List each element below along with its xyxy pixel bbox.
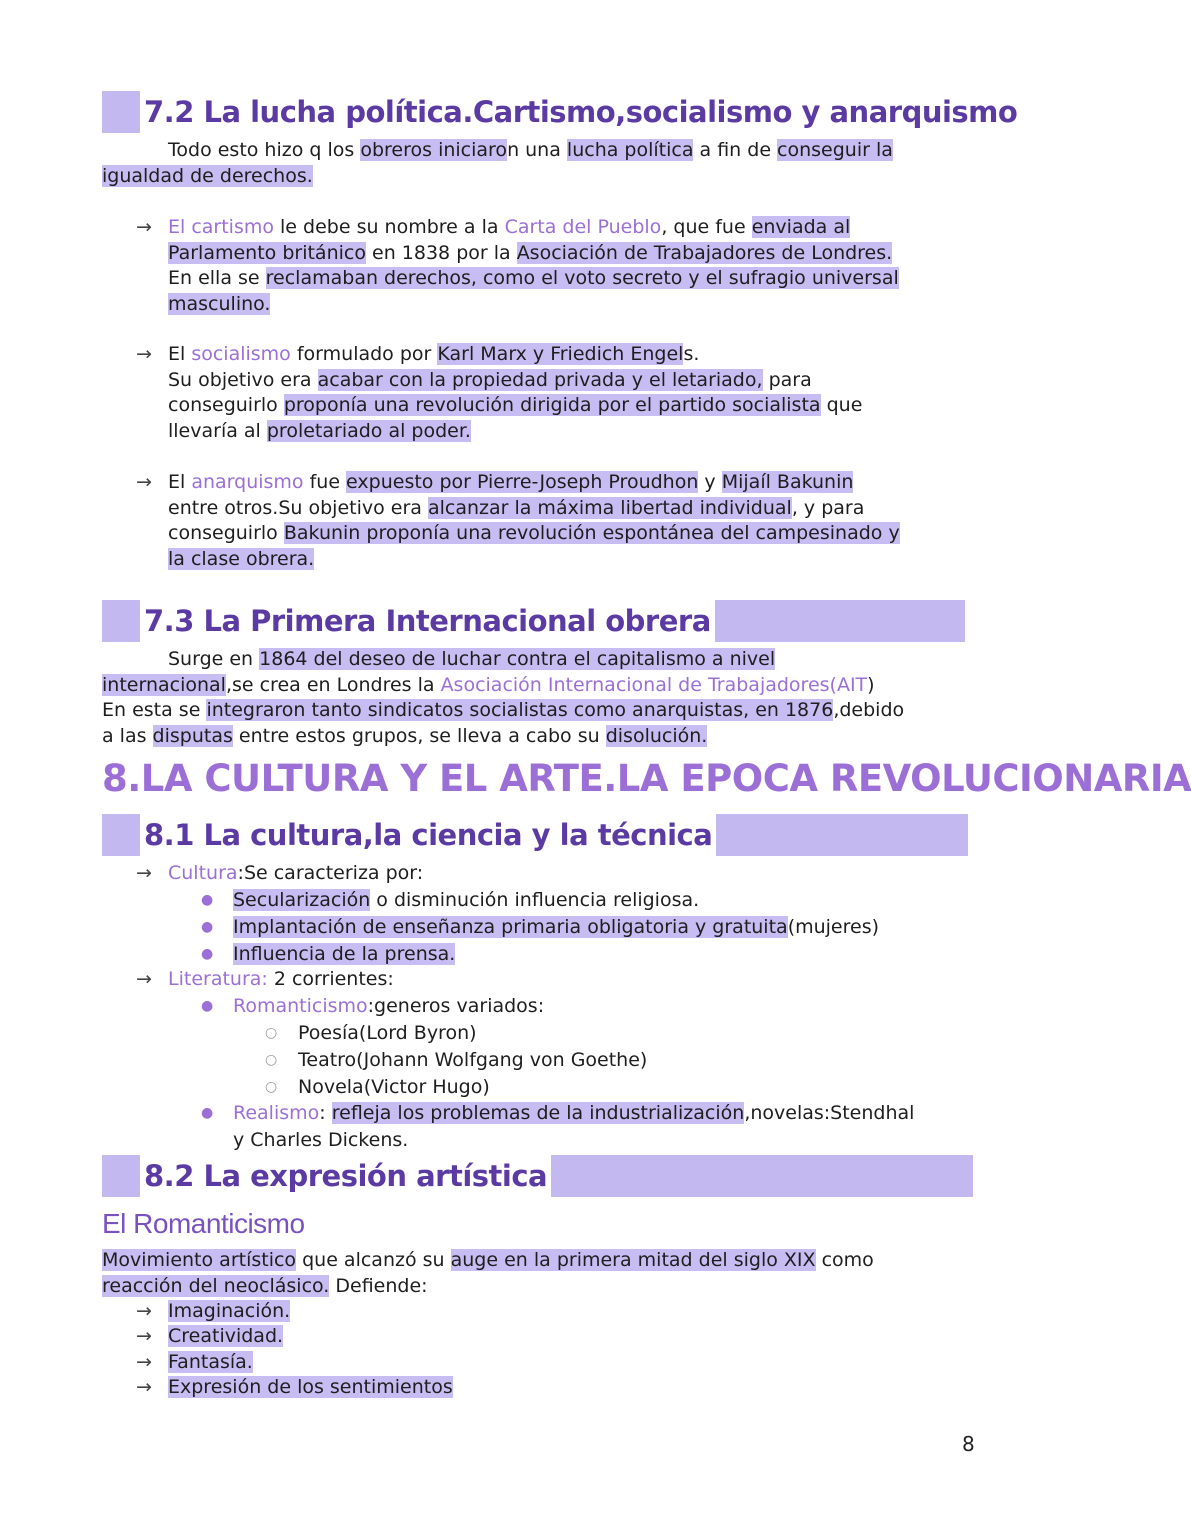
circle-bullet-icon: ○ [265,1079,278,1095]
section-title-7-3: 7.3 La Primera Internacional obrera [140,600,715,642]
section-title-8-2: 8.2 La expresión artística [140,1155,551,1197]
chapter-title: 8.LA CULTURA Y EL ARTE.LA EPOCA REVOLUCIONARIA [102,757,1191,800]
document-page: 7.2 La lucha política.Cartismo,socialismo y anarquismo Todo esto hizo q los obreros iniciaron una lucha política a fin de conseguir la igualdad de derechos. → El cartismo le debe su nombre a la Carta del Pueblo, que fue enviada al Parlamento británico en 1838 por la Asociación de Trabajadores de Londres. En ella se reclamaban derechos, como el voto secreto y el sufragio universal masculino. → El socialismo formulado por Karl Marx y Friedich Engels. Su objetivo era acabar con la propiedad privada y el letariado, para conseguirlo proponía una revolución dirigida por el partido socialista que llevaría al proletariado al poder. → El anarquismo fue expuesto por Pierre-Joseph Proudhon y Mijaíl Bakunin entre otros.Su objetivo era alcanzar la máxima libertad individual, y para conseguirlo Bakunin proponía una revolución espontánea del campesinado y la clase obrera. 7.3 La Primera Internacional obrera Surge en 1864 del deseo de luchar contra el capitalismo a nivel internacional,se crea en Londres la Asociación Internacional de Trabajadores(AIT) En esta se integraron tanto sindicatos socialistas como anarquistas, en 1876,debido a las disputas entre estos grupos, se lleva a cabo su disolución. 8.LA CULTURA Y EL ARTE.LA EPOCA REVOLUCIONARIA 8.1 La cultura,la ciencia y la técnica → Cultura:Se caracteriza por: ● Secularización o disminución influencia religiosa. ● Implantación de enseñanza primaria obligatoria y gratuita(mujeres) ● Influencia de la prensa. → Literatura: 2 corrientes: ● Romanticismo:generos variados: ○ Poesía(Lord Byron) ○ Teatro(Johann Wolfgang von Goethe) ○ Novela(Victor Hugo) ● Realismo: refleja los problemas de la industrialización,novelas:Stendhal y Charles Dickens. 8.2 La expresión artística El Romanticismo Movimiento artístico que alcanzó su auge en la primera mitad del siglo XIX como reacción del neoclásico. Defiende: → Imaginación. → Creatividad. → Fantasía. → Expresión de los sentimientos 8 [0,0,1080,1525]
intro-paragraph-7-2: Todo esto hizo q los obreros iniciaron una lucha política a fin de conseguir la igualdad de derechos. [102,139,893,187]
genre-novela: Novela(Victor Hugo) [298,1076,490,1098]
arrow-icon: → [136,1325,152,1347]
bullet-dot-icon: ● [201,1105,214,1121]
romanticismo-item: Romanticismo:generos variados: [233,995,545,1017]
arrow-icon: → [136,1351,152,1373]
section-title-7-2: 7.2 La lucha política.Cartismo,socialismo y anarquismo [140,91,1021,133]
arrow-icon: → [136,343,152,365]
circle-bullet-icon: ○ [265,1025,278,1041]
genre-poesia: Poesía(Lord Byron) [298,1022,477,1044]
arrow-icon: → [136,968,152,990]
bullet-dot-icon: ● [201,919,214,935]
subheading-romanticismo: El Romanticismo [102,1208,305,1239]
bullet-dot-icon: ● [201,946,214,962]
section-bar-7-3 [102,600,965,642]
intro-paragraph-7-3: Surge en 1864 del deseo de luchar contra el capitalismo a nivel internacional,se crea en Londres la Asociación Internacional de Trabajadores(AIT) En esta se integraron tanto sindicatos socialistas como anarquistas, en 1876,debido a las disputas entre estos grupos, se lleva a cabo su disolución. [102,648,905,747]
arrow-icon: → [136,1300,152,1322]
page-number: 8 [962,1432,975,1456]
cultura-item-3: Influencia de la prensa. [233,943,456,965]
section-bar-8-2 [102,1155,973,1197]
section-bar-7-2 [102,91,1018,133]
realismo-item: Realismo: refleja los problemas de la industrialización,novelas:Stendhal y Charles Dickens. [233,1102,915,1151]
arrow-icon: → [136,1376,152,1398]
arrow-icon: → [136,216,152,238]
arrow-icon: → [136,862,152,884]
genre-teatro: Teatro(Johann Wolfgang von Goethe) [298,1049,648,1071]
cultura-item-2: Implantación de enseñanza primaria obligatoria y gratuita(mujeres) [233,916,880,938]
section-bar-8-1 [102,814,968,856]
section-title-8-1: 8.1 La cultura,la ciencia y la técnica [140,814,716,856]
romanticismo-paragraph: Movimiento artístico que alcanzó su auge en la primera mitad del siglo XIX como reacción del neoclásico. Defiende: [102,1249,874,1297]
circle-bullet-icon: ○ [265,1052,278,1068]
bullet-dot-icon: ● [201,892,214,908]
arrow-icon: → [136,471,152,493]
cultura-item-1: Secularización o disminución influencia religiosa. [233,889,700,911]
bullet-dot-icon: ● [201,998,214,1014]
